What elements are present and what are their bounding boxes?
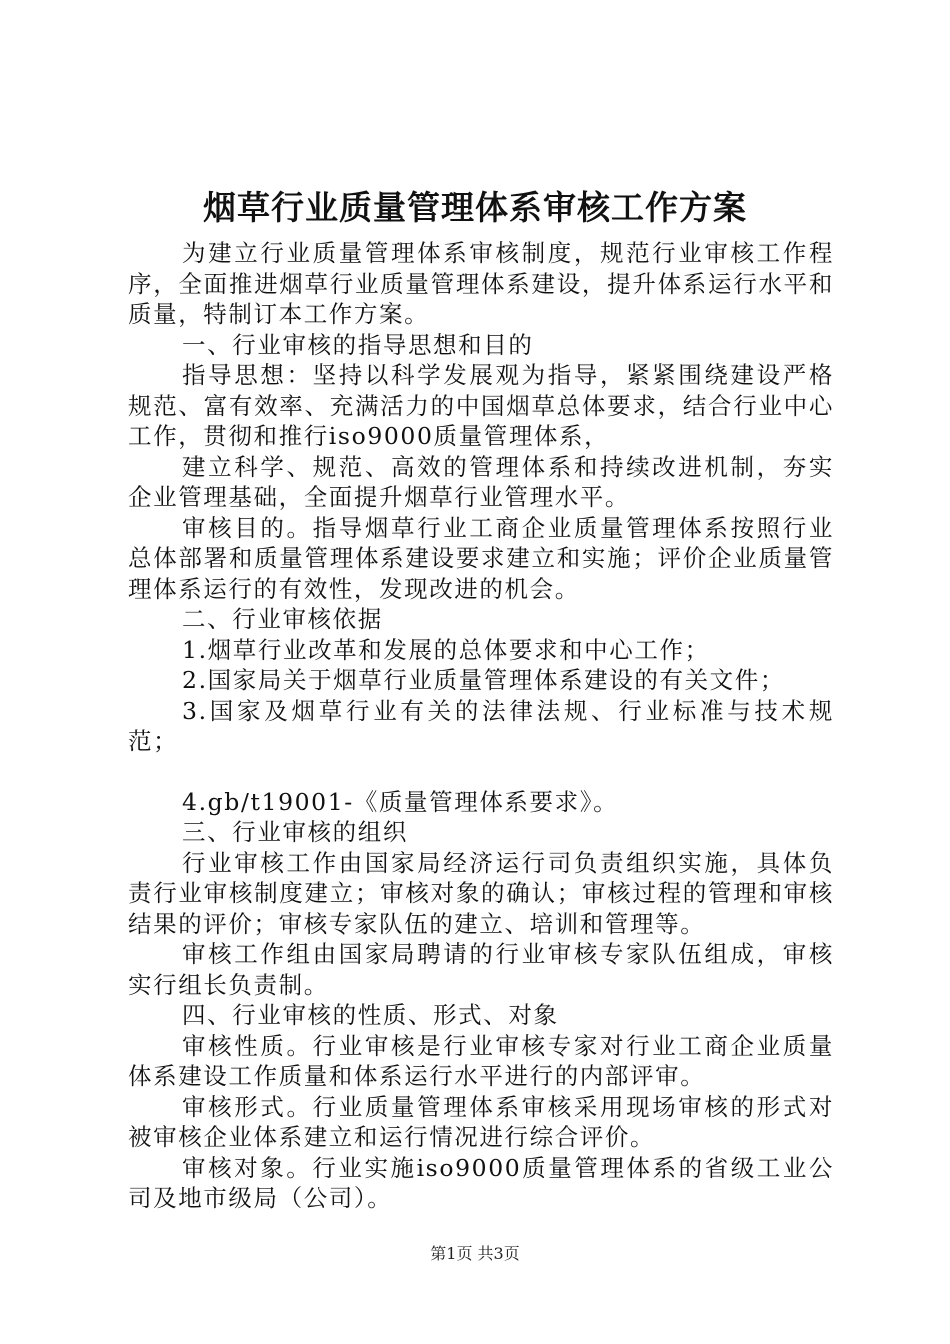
list-item-basis-1: 1.烟草行业改革和发展的总体要求和中心工作；: [182, 635, 710, 664]
section-heading-4: 四、行业审核的性质、形式、对象: [182, 1001, 559, 1029]
paragraph-guiding-thought: 指导思想：坚持以科学发展观为指导，紧紧围绕建设严格规范、富有效率、充满活力的中国烟草总体要求，结合行业中心工作，贯彻和推行iso9000质量管理体系，: [128, 361, 834, 450]
paragraph-audit-form: 审核形式。行业质量管理体系审核采用现场审核的形式对被审核企业体系建立和运行情况进行综合评价。: [128, 1092, 834, 1151]
page-number-footer: 第1页 共3页: [430, 1244, 520, 1263]
list-item-basis-3: 3.国家及烟草行业有关的法律法规、行业标准与技术规范；: [128, 696, 834, 755]
paragraph-audit-target: 审核对象。行业实施iso9000质量管理体系的省级工业公司及地市级局（公司）。: [128, 1153, 834, 1212]
document-title: 烟草行业质量管理体系审核工作方案: [203, 188, 747, 227]
list-item-basis-4: 4.gb/t19001-《质量管理体系要求》。: [182, 787, 619, 816]
section-heading-1: 一、行业审核的指导思想和目的: [182, 330, 534, 359]
paragraph-audit-nature: 审核性质。行业审核是行业审核专家对行业工商企业质量体系建设工作质量和体系运行水平进行的内部评审。: [128, 1031, 834, 1090]
list-item-basis-2: 2.国家局关于烟草行业质量管理体系建设的有关文件；: [182, 666, 785, 694]
paragraph-audit-purpose: 审核目的。指导烟草行业工商企业质量管理体系按照行业总体部署和质量管理体系建设要求建立和实施；评价企业质量管理体系运行的有效性，发现改进的机会。: [128, 513, 834, 603]
document-body: [128, 238, 834, 1214]
paragraph-intro: 为建立行业质量管理体系审核制度，规范行业审核工作程序，全面推进烟草行业质量管理体系建设，提升体系运行水平和质量，特制订本工作方案。: [128, 239, 834, 328]
section-heading-3: 三、行业审核的组织: [182, 818, 408, 846]
paragraph-organization: 行业审核工作由国家局经济运行司负责组织实施，具体负责行业审核制度建立；审核对象的确认；审核过程的管理和审核结果的评价；审核专家队伍的建立、培训和管理等。: [128, 848, 834, 938]
paragraph-establish-system: 建立科学、规范、高效的管理体系和持续改进机制，夯实企业管理基础，全面提升烟草行业管理水平。: [128, 452, 834, 511]
section-heading-2: 二、行业审核依据: [182, 605, 383, 633]
paragraph-audit-team: 审核工作组由国家局聘请的行业审核专家队伍组成，审核实行组长负责制。: [128, 940, 834, 999]
